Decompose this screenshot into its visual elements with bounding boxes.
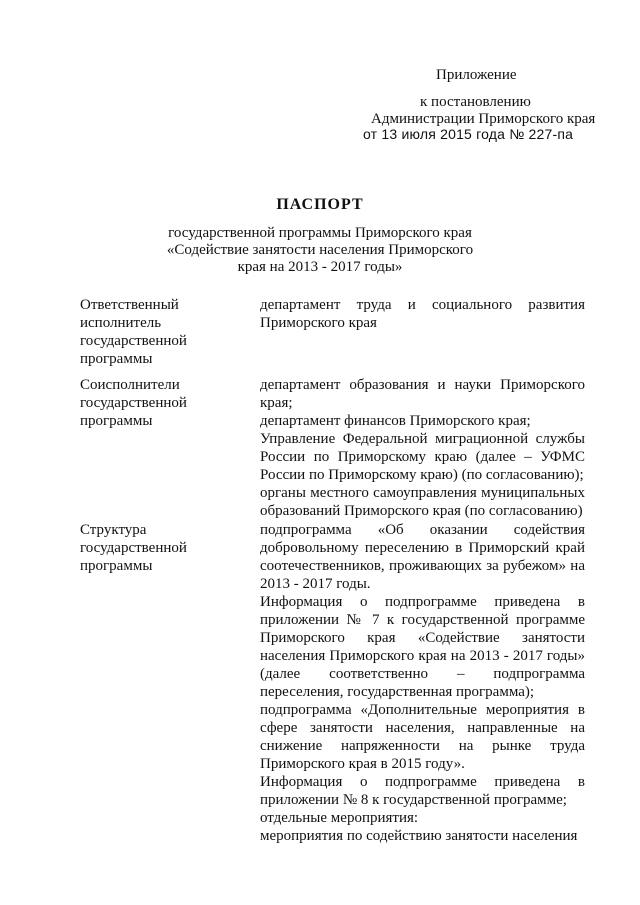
to-resolution-line: к постановлению xyxy=(420,94,531,110)
row-paragraph: подпрограмма «Дополнительные мероприятия в сфере занятости населения, направленные на снижение напряженности на рынке труда Приморского края в 2015 году». xyxy=(260,702,585,772)
document-title: ПАСПОРТ xyxy=(276,196,364,213)
appendix-heading: Приложение xyxy=(436,67,517,83)
row-paragraph: мероприятия по содействию занятости населения xyxy=(260,828,578,844)
subtitle-line-3: края на 2013 - 2017 годы» xyxy=(237,259,403,275)
row-paragraph: Информация о подпрограмме приведена в приложении № 8 к государственной программе; xyxy=(260,774,585,808)
row-content xyxy=(260,296,585,332)
row-paragraph: органы местного самоуправления муниципальных образований Приморского края (по согласованию) xyxy=(260,485,585,519)
row-label: Ответственный исполнитель государственной программы xyxy=(80,297,187,367)
row-paragraph: Управление Федеральной миграционной службы России по Приморскому краю (далее – УФМС России по Приморскому краю) (по согласованию); xyxy=(260,431,585,483)
row-paragraph: отдельные мероприятия: xyxy=(260,810,419,826)
administration-line: Администрации Приморского края xyxy=(371,111,596,127)
row-paragraph: Информация о подпрограмме приведена в приложении № 7 к государственной программе Приморского края «Содействие занятости населения Приморского края на 2013 - 2017 годы» (далее соответственно – подпрограмма переселения, государственная программа); xyxy=(260,594,585,700)
row-paragraph: департамент образования и науки Приморского края; xyxy=(260,377,585,411)
row-label: Структура государственной программы xyxy=(80,522,187,574)
row-paragraph: подпрограмма «Об оказании содействия добровольному переселению в Приморский край соотечественников, проживающих за рубежом» на 2013 - 2017 годы. xyxy=(260,522,585,592)
subtitle-line-1: государственной программы Приморского края xyxy=(168,225,472,241)
row-content xyxy=(260,376,585,520)
row-content xyxy=(260,521,585,845)
row-paragraph: департамент труда и социального развития Приморского края xyxy=(260,297,585,331)
subtitle-line-2: «Содействие занятости населения Приморского xyxy=(166,242,474,258)
row-paragraph: департамент финансов Приморского края; xyxy=(260,413,531,429)
row-label: Соисполнители государственной программы xyxy=(80,377,187,429)
resolution-date-stamp: от 13 июля 2015 года № 227-па xyxy=(363,126,574,142)
